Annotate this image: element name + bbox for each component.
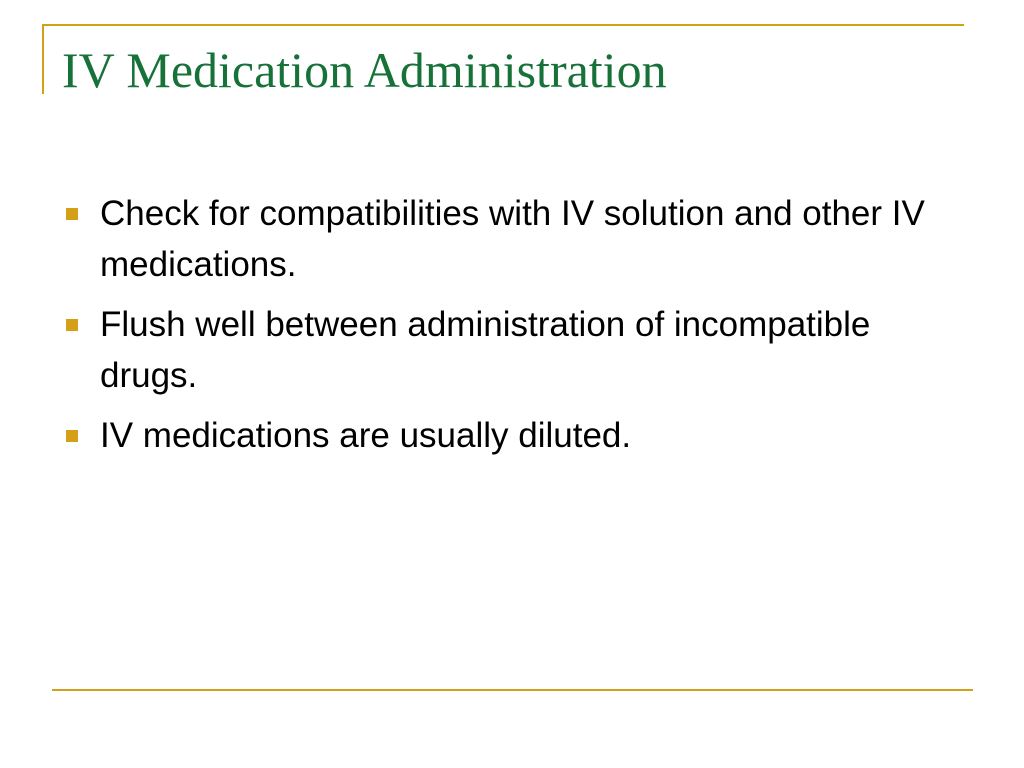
bullet-item-flush [66,299,966,401]
bullet-list [66,188,966,470]
left-frame-line [42,24,44,94]
bullet-text: Check for compatibilities with IV solution and other IV medications. [100,194,925,284]
square-bullet-icon [66,430,78,442]
bottom-rule [52,689,973,691]
square-bullet-icon [66,208,78,220]
top-frame-line [42,24,964,26]
bullet-item-compatibility [66,188,966,290]
bullet-item-diluted [66,410,966,461]
bullet-text: Flush well between administration of incompatible drugs. [100,305,871,395]
slide-title: IV Medication Administration [62,42,667,98]
bullet-text: IV medications are usually diluted. [100,416,632,455]
square-bullet-icon [66,319,78,331]
